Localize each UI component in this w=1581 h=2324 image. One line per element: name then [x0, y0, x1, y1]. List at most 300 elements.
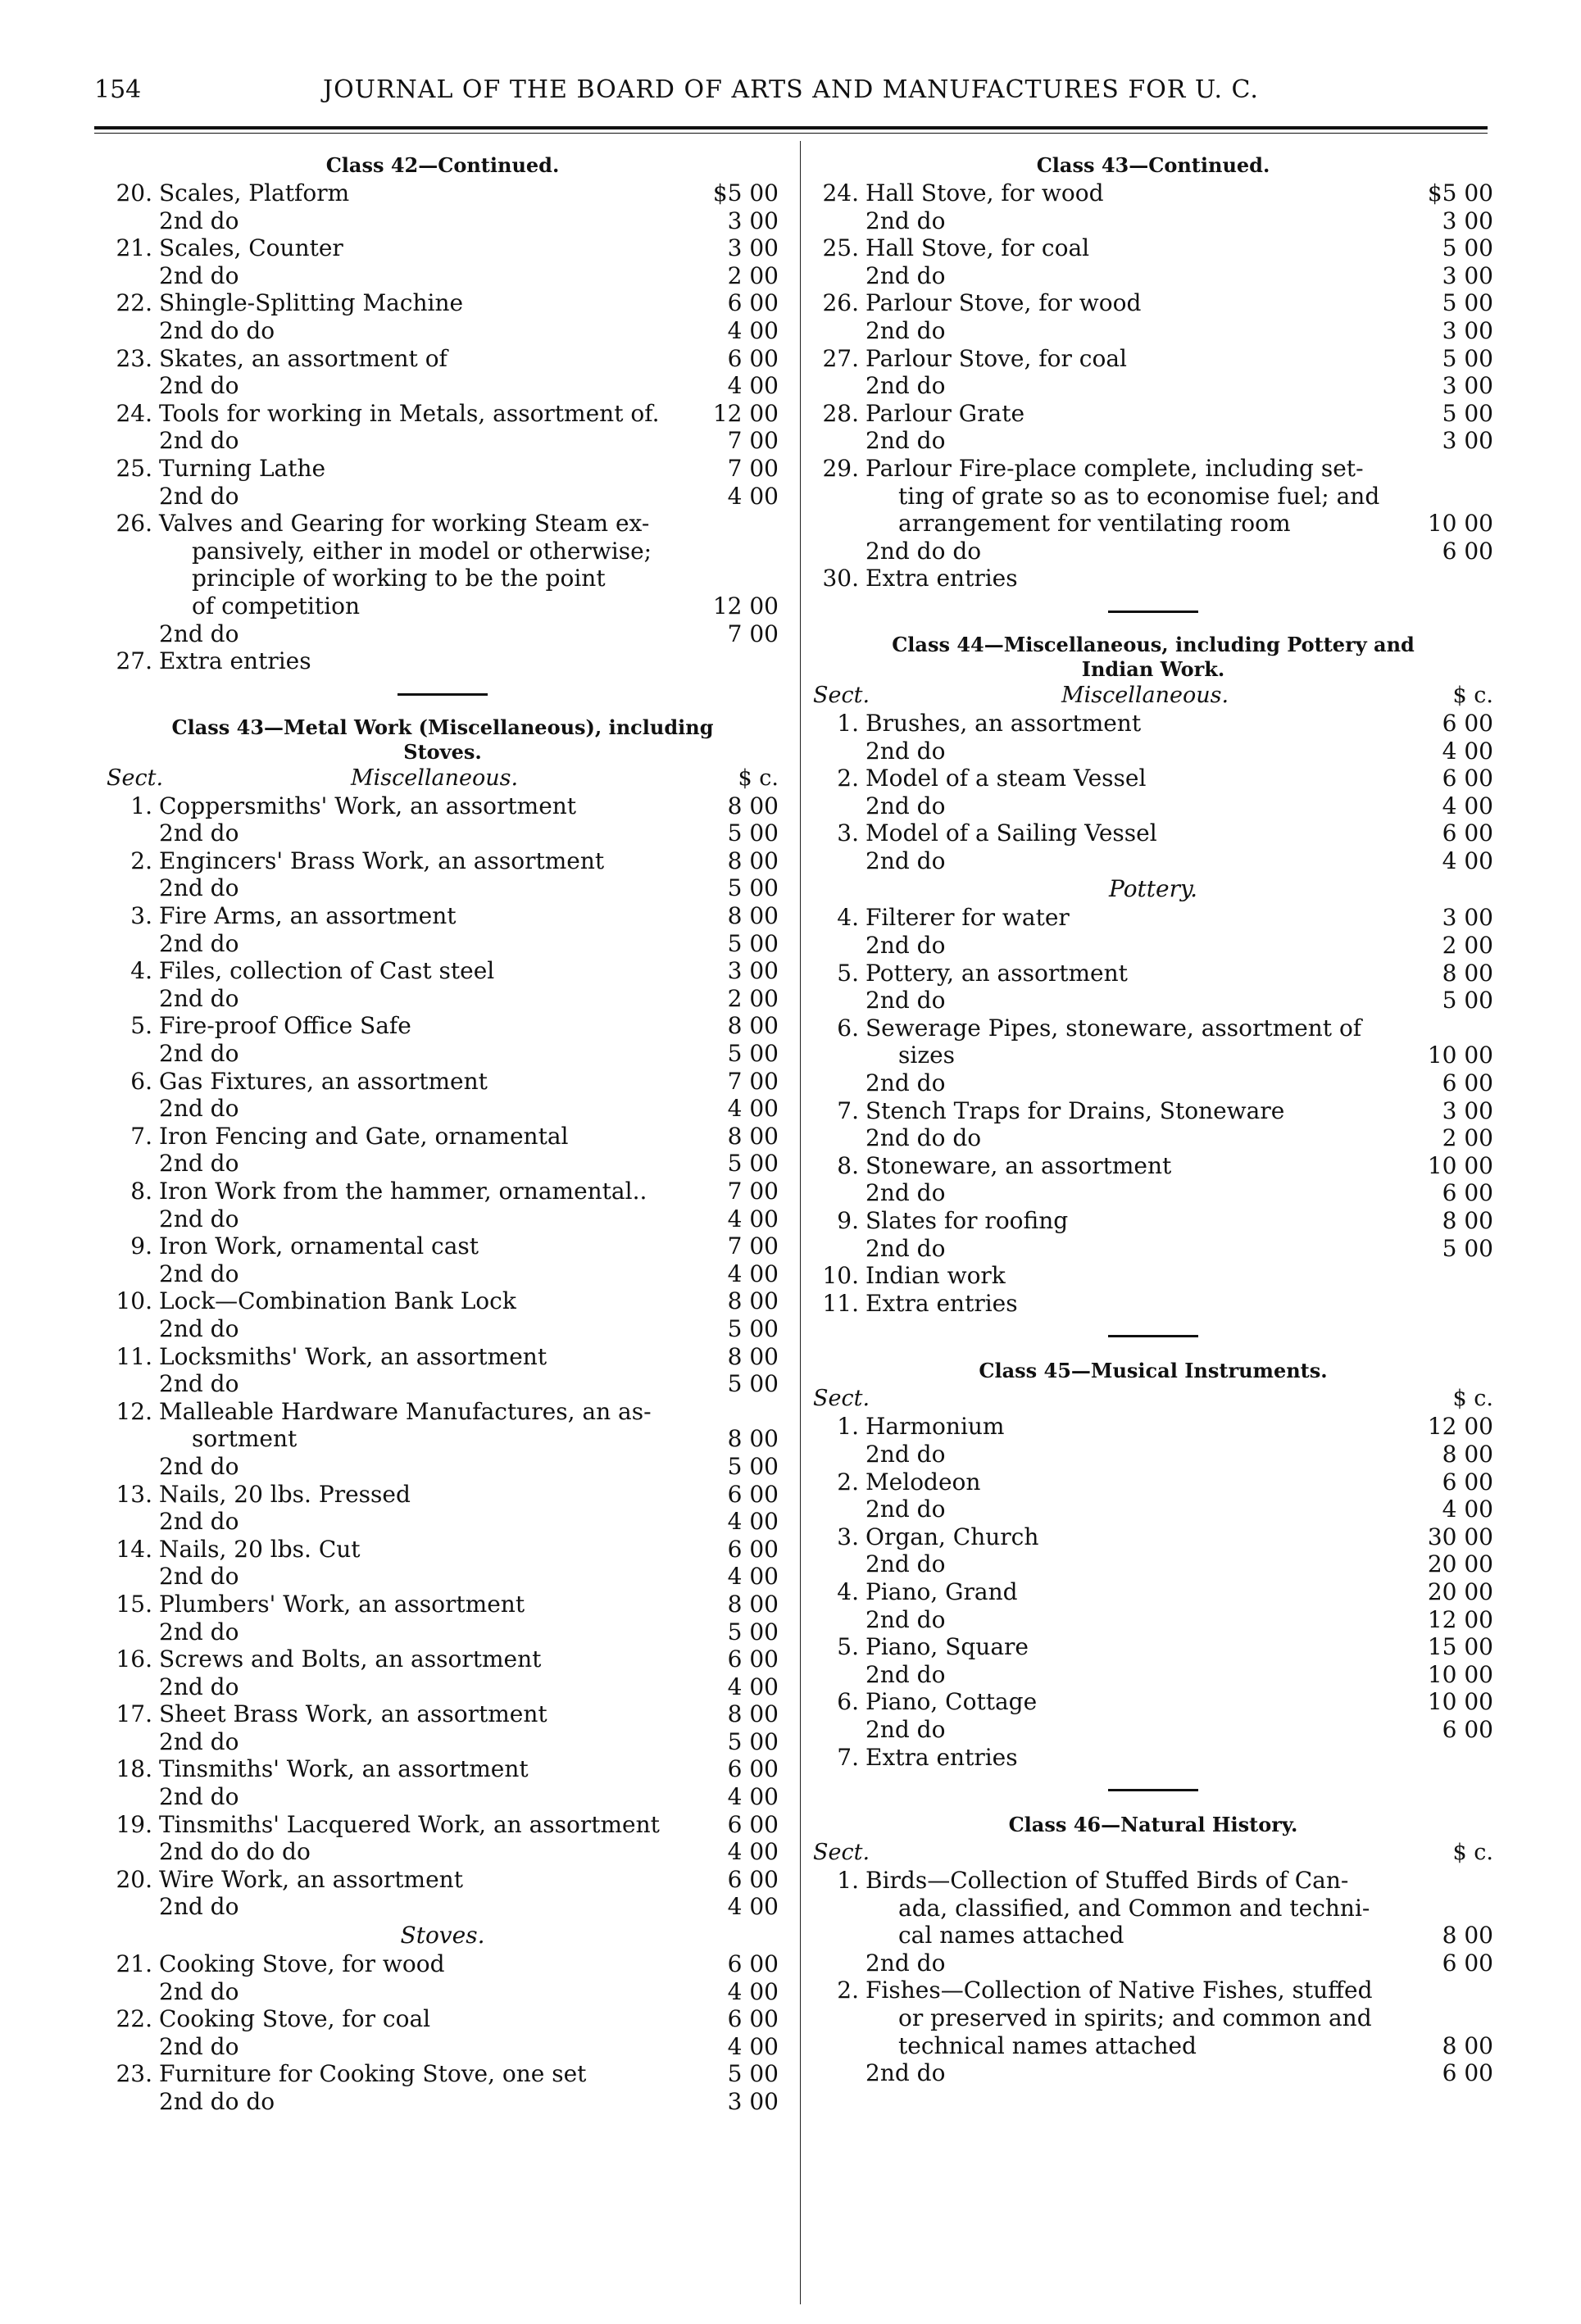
class-44-heading-line-2: Indian Work.: [1081, 656, 1225, 681]
item-amount: 4 00: [1442, 847, 1493, 874]
item-amount: 4 00: [1442, 1496, 1493, 1523]
item-number: [107, 262, 159, 290]
item-description: 2nd do do: [865, 1124, 982, 1152]
item-description: Scales, Platform: [159, 179, 350, 207]
item-amount: 10 00: [1427, 1042, 1493, 1069]
list-item: [107, 1755, 779, 1783]
item-amount: 10 00: [1427, 1660, 1493, 1688]
list-item: [107, 874, 779, 902]
item-amount: [1403, 1014, 1493, 1042]
list-item: [813, 345, 1493, 373]
section-divider: [1108, 611, 1198, 613]
item-description: Harmonium: [865, 1413, 1005, 1441]
item-amount: 6 00: [1442, 1949, 1493, 1977]
item-description: arrangement for ventilating room: [898, 510, 1291, 538]
list-item: [107, 1398, 779, 1426]
item-amount: 12 00: [712, 592, 779, 620]
item-description: 2nd do: [865, 427, 946, 455]
item-number: [107, 1618, 159, 1646]
item-amount: 6 00: [1442, 819, 1493, 847]
list-item: [813, 2032, 1493, 2060]
item-number: 5.: [837, 959, 859, 987]
item-description: Nails, 20 lbs. Pressed: [159, 1480, 411, 1508]
item-number: 7.: [837, 1096, 859, 1124]
item-description: Turning Lathe: [159, 454, 326, 482]
class-43-continued-heading: Class 43—Continued.: [1036, 153, 1270, 177]
item-description: Fire-proof Office Safe: [159, 1012, 411, 1040]
list-item: [107, 1700, 779, 1728]
list-item: [107, 1123, 779, 1151]
item-amount: 5 00: [727, 1150, 779, 1178]
list-item: [107, 565, 779, 592]
list-item: [107, 1811, 779, 1839]
list-item: [107, 1095, 779, 1123]
list-item: [107, 847, 779, 875]
item-amount: [688, 565, 779, 592]
item-amount: 6 00: [727, 1645, 779, 1673]
item-amount: 8 00: [727, 902, 779, 930]
item-amount: 3 00: [727, 234, 779, 262]
item-amount: 7 00: [727, 1067, 779, 1095]
item-description: ada, classified, and Common and techni-: [898, 1894, 1370, 1922]
item-description: 2nd do: [865, 1440, 946, 1468]
list-item: [813, 483, 1493, 511]
item-number: 22.: [116, 2005, 152, 2033]
item-amount: 4 00: [727, 1205, 779, 1232]
item-amount: 6 00: [727, 2005, 779, 2033]
item-amount: 4 00: [727, 482, 779, 510]
item-description: 2nd do: [865, 1605, 946, 1633]
list-item: [107, 1012, 779, 1040]
item-amount: 4 00: [727, 1838, 779, 1866]
item-description: sortment: [192, 1425, 298, 1453]
item-amount: 6 00: [1442, 1179, 1493, 1207]
item-amount: 4 00: [727, 1095, 779, 1123]
item-amount: 6 00: [1442, 537, 1493, 565]
item-number: 21.: [116, 234, 152, 262]
item-amount: 5 00: [1442, 399, 1493, 427]
item-amount: 7 00: [727, 427, 779, 455]
section-divider: [1108, 1335, 1198, 1337]
list-item: [107, 1068, 779, 1096]
list-item: [813, 234, 1493, 262]
item-description: Slates for roofing: [865, 1207, 1069, 1234]
item-amount: 3 00: [1442, 207, 1493, 234]
list-item: [813, 2004, 1493, 2032]
class-43-stoves-list: [107, 1950, 779, 2116]
item-number: [107, 372, 159, 400]
item-number: [107, 930, 159, 958]
item-amount: [688, 1398, 779, 1426]
item-amount: 5 00: [727, 1452, 779, 1480]
item-amount: 8 00: [727, 1122, 779, 1150]
item-number: [107, 1728, 159, 1756]
list-item: [813, 1950, 1493, 1977]
item-number: [107, 1425, 159, 1453]
item-description: Extra entries: [159, 647, 311, 675]
class-43-heading-line-2: Stoves.: [403, 739, 482, 764]
list-item: [107, 1178, 779, 1205]
item-description: Parlour Stove, for wood: [865, 289, 1142, 317]
item-amount: 5 00: [1442, 344, 1493, 372]
item-number: 26.: [822, 289, 859, 317]
list-item: [107, 400, 779, 428]
item-description: Indian work: [865, 1262, 1006, 1290]
item-description: 2nd do: [865, 207, 946, 234]
item-amount: 3 00: [1442, 261, 1493, 289]
left-column: [107, 152, 779, 2116]
item-description: Wire Work, an assortment: [159, 1865, 463, 1893]
list-item: [813, 510, 1493, 538]
item-number: 8.: [837, 1151, 859, 1179]
list-item: [813, 765, 1493, 792]
item-amount: $5 00: [1427, 179, 1493, 207]
list-item: [107, 455, 779, 483]
section-divider: [398, 693, 488, 696]
item-number: [813, 1235, 865, 1263]
item-amount: 5 00: [727, 1314, 779, 1342]
item-amount: [688, 510, 779, 538]
item-number: [107, 1040, 159, 1068]
item-description: 2nd do: [865, 792, 946, 819]
item-number: 9.: [130, 1232, 152, 1260]
item-description: 2nd do do: [865, 537, 982, 565]
item-number: [107, 2088, 159, 2116]
item-number: 18.: [116, 1755, 152, 1783]
item-description: Coppersmiths' Work, an assortment: [159, 792, 577, 819]
item-number: 12.: [116, 1397, 152, 1425]
list-item: [813, 372, 1493, 400]
item-description: Lock—Combination Bank Lock: [159, 1287, 516, 1315]
list-item: [107, 902, 779, 930]
item-amount: 2 00: [727, 261, 779, 289]
item-number: [107, 1315, 159, 1343]
list-item: [107, 1040, 779, 1068]
item-number: 25.: [116, 454, 152, 482]
item-amount: [1403, 565, 1493, 592]
list-item: [813, 1688, 1493, 1716]
list-item: [813, 2059, 1493, 2087]
item-amount: 8 00: [727, 1342, 779, 1370]
list-item: [107, 1425, 779, 1453]
item-description: Valves and Gearing for working Steam ex-: [159, 510, 650, 538]
item-description: 2nd do: [159, 1314, 239, 1342]
item-amount: 5 00: [727, 929, 779, 957]
item-number: [813, 932, 865, 960]
item-description: 2nd do: [159, 261, 239, 289]
item-description: 2nd do: [865, 1069, 946, 1097]
list-item: [107, 372, 779, 400]
list-item: [107, 1673, 779, 1701]
list-item: [107, 792, 779, 820]
list-item: [813, 207, 1493, 235]
list-item: [107, 345, 779, 373]
list-item: [813, 1633, 1493, 1661]
item-amount: 8 00: [727, 1700, 779, 1728]
item-description: Extra entries: [865, 1289, 1018, 1317]
item-number: 2.: [130, 847, 152, 874]
item-description: Piano, Cottage: [865, 1688, 1038, 1716]
list-item: [813, 1069, 1493, 1097]
list-item: [813, 1744, 1493, 1772]
list-item: [813, 1977, 1493, 2004]
item-description: 2nd do: [865, 261, 946, 289]
item-number: 28.: [822, 399, 859, 427]
list-item: [107, 483, 779, 511]
list-item: [107, 1950, 779, 1978]
item-number: 4.: [837, 1577, 859, 1605]
item-description: Organ, Church: [865, 1523, 1039, 1550]
list-item: [813, 1124, 1493, 1152]
item-description: ting of grate so as to economise fuel; and: [898, 482, 1380, 510]
item-amount: 2 00: [1442, 932, 1493, 960]
item-description: 2nd do: [159, 1727, 239, 1755]
item-description: Scales, Counter: [159, 234, 343, 262]
item-amount: [1403, 483, 1493, 511]
item-amount: 4 00: [727, 1893, 779, 1921]
list-item: [813, 317, 1493, 345]
item-amount: 5 00: [727, 1370, 779, 1398]
item-amount: [1403, 1262, 1493, 1290]
list-item: [813, 538, 1493, 565]
item-amount: 8 00: [727, 1287, 779, 1315]
item-amount: [1403, 455, 1493, 483]
item-amount: 8 00: [1442, 1922, 1493, 1950]
item-number: 4.: [837, 904, 859, 932]
item-number: 1.: [130, 792, 152, 819]
item-description: Tinsmiths' Work, an assortment: [159, 1755, 529, 1783]
item-description: Iron Work from the hammer, ornamental..: [159, 1178, 647, 1205]
list-item: [107, 985, 779, 1013]
item-number: [813, 1950, 865, 1977]
item-description: cal names attached: [898, 1922, 1124, 1950]
item-number: 8.: [130, 1178, 152, 1205]
list-item: [813, 932, 1493, 960]
item-amount: [1403, 1867, 1493, 1895]
list-item: [813, 1523, 1493, 1551]
list-item: [107, 2005, 779, 2033]
item-description: Sheet Brass Work, an assortment: [159, 1700, 547, 1728]
item-amount: 6 00: [727, 1865, 779, 1893]
item-amount: 2 00: [1442, 1124, 1493, 1152]
class-43-miscellaneous-list: [107, 792, 779, 1921]
item-number: [107, 1095, 159, 1123]
list-item: [813, 1922, 1493, 1950]
item-description: Pottery, an assortment: [865, 959, 1128, 987]
list-item: [813, 565, 1493, 592]
sect-label: Sect.: [813, 682, 870, 708]
list-item: [107, 289, 779, 317]
item-description: Model of a steam Vessel: [865, 765, 1147, 792]
item-number: 6.: [837, 1688, 859, 1716]
item-number: [107, 1260, 159, 1288]
item-amount: 12 00: [1427, 1413, 1493, 1441]
list-item: [107, 957, 779, 985]
item-description: 2nd do: [865, 987, 946, 1014]
item-description: Piano, Grand: [865, 1577, 1018, 1605]
item-description: Screws and Bolts, an assortment: [159, 1645, 542, 1673]
item-number: [813, 1042, 865, 1069]
item-number: [107, 317, 159, 345]
list-item: [813, 1895, 1493, 1922]
item-description: 2nd do: [159, 1618, 239, 1645]
page-header: [94, 75, 1488, 115]
item-number: [107, 427, 159, 455]
item-amount: 15 00: [1427, 1633, 1493, 1661]
item-number: 6.: [130, 1067, 152, 1095]
list-item: [107, 2033, 779, 2061]
item-amount: 8 00: [727, 1012, 779, 1040]
item-description: or preserved in spirits; and common and: [898, 2004, 1372, 2032]
item-amount: 4 00: [727, 1563, 779, 1591]
list-item: [107, 1260, 779, 1288]
list-item: [813, 1716, 1493, 1744]
list-item: [813, 400, 1493, 428]
list-item: [107, 1481, 779, 1509]
list-item: [813, 987, 1493, 1014]
item-number: [107, 1838, 159, 1866]
list-item: [813, 1468, 1493, 1496]
list-item: [107, 819, 779, 847]
item-number: [813, 1550, 865, 1578]
list-item: [107, 1591, 779, 1618]
class-45-heading: Class 45—Musical Instruments.: [979, 1359, 1328, 1383]
list-item: [813, 262, 1493, 290]
item-amount: 5 00: [727, 874, 779, 902]
item-amount: 6 00: [1442, 709, 1493, 737]
item-amount: [1403, 1290, 1493, 1318]
item-number: [107, 592, 159, 620]
item-amount: 8 00: [1442, 2031, 1493, 2059]
item-description: 2nd do: [159, 1977, 239, 2005]
item-number: [107, 1205, 159, 1233]
item-amount: 3 00: [727, 957, 779, 985]
item-amount: 4 00: [727, 1508, 779, 1536]
item-description: Parlour Grate: [865, 399, 1025, 427]
item-description: Stench Traps for Drains, Stoneware: [865, 1096, 1285, 1124]
item-number: [107, 985, 159, 1013]
item-number: 1.: [837, 1867, 859, 1895]
stoves-heading: Stoves.: [400, 1922, 485, 1950]
item-description: 2nd do: [159, 1260, 239, 1287]
item-amount: 8 00: [727, 792, 779, 819]
list-item: [107, 1618, 779, 1646]
item-number: 23.: [116, 344, 152, 372]
item-amount: 8 00: [1442, 1440, 1493, 1468]
item-amount: 3 00: [1442, 372, 1493, 400]
class-44-heading-line-1: Class 44—Miscellaneous, including Pottery and: [892, 632, 1415, 656]
amount-label: $ c.: [1452, 1840, 1493, 1866]
item-amount: 5 00: [727, 2060, 779, 2088]
item-description: 2nd do: [865, 1234, 946, 1262]
item-description: Extra entries: [865, 1743, 1018, 1771]
item-amount: 12 00: [712, 399, 779, 427]
list-item: [107, 1205, 779, 1233]
item-description: 2nd do: [159, 929, 239, 957]
item-description: Extra entries: [865, 565, 1018, 592]
item-number: [813, 317, 865, 345]
list-item: [107, 538, 779, 565]
column-divider: [800, 141, 801, 2304]
list-item: [107, 1838, 779, 1866]
item-description: 2nd do: [159, 1893, 239, 1921]
item-number: 20.: [116, 179, 152, 207]
list-item: [813, 1152, 1493, 1180]
item-description: 2nd do: [159, 2032, 239, 2060]
item-number: [107, 1893, 159, 1921]
item-amount: 3 00: [727, 207, 779, 234]
item-number: [813, 2032, 865, 2060]
class-43-continued-list: [813, 179, 1493, 592]
item-description: Locksmiths' Work, an assortment: [159, 1342, 547, 1370]
list-item: [813, 960, 1493, 987]
list-item: [813, 1578, 1493, 1606]
item-description: 2nd do: [159, 207, 239, 234]
item-number: [813, 483, 865, 511]
item-description: 2nd do: [865, 1660, 946, 1688]
item-amount: 4 00: [1442, 792, 1493, 819]
item-number: [813, 1922, 865, 1950]
pottery-heading: Pottery.: [1108, 875, 1198, 903]
item-description: Shingle-Splitting Machine: [159, 289, 464, 317]
running-title: JOURNAL OF THE BOARD OF ARTS AND MANUFACTURES FOR U. C.: [323, 75, 1259, 104]
list-item: [813, 179, 1493, 207]
item-description: 2nd do: [159, 1783, 239, 1811]
item-amount: 4 00: [727, 316, 779, 344]
list-item: [813, 904, 1493, 932]
item-number: [813, 792, 865, 820]
item-number: [107, 207, 159, 235]
list-item: [813, 1290, 1493, 1318]
list-item: [107, 1645, 779, 1673]
item-description: 2nd do: [865, 932, 946, 960]
item-description: 2nd do: [865, 847, 946, 874]
item-amount: 5 00: [727, 819, 779, 847]
item-amount: 10 00: [1427, 510, 1493, 538]
item-amount: 5 00: [1442, 234, 1493, 262]
page-number: 154: [94, 75, 142, 104]
item-number: [107, 1508, 159, 1536]
item-amount: 4 00: [727, 372, 779, 400]
list-item: [813, 1179, 1493, 1207]
item-description: 2nd do: [159, 984, 239, 1012]
item-description: 2nd do: [159, 482, 239, 510]
list-item: [813, 455, 1493, 483]
class-46-list: [813, 1867, 1493, 2087]
item-description: 2nd do: [865, 1550, 946, 1578]
item-amount: 3 00: [1442, 904, 1493, 932]
list-item: [107, 1315, 779, 1343]
item-description: Gas Fixtures, an assortment: [159, 1067, 488, 1095]
list-item: [107, 1343, 779, 1371]
item-description: 2nd do: [159, 1370, 239, 1398]
list-item: [107, 1150, 779, 1178]
list-item: [107, 1370, 779, 1398]
amount-label: $ c.: [1452, 682, 1493, 708]
item-amount: 6 00: [727, 1535, 779, 1563]
item-description: 2nd do do: [159, 2088, 275, 2115]
class-44-pottery-list: [813, 904, 1493, 1317]
item-amount: 10 00: [1427, 1151, 1493, 1179]
item-description: 2nd do: [865, 316, 946, 344]
item-description: Birds—Collection of Stuffed Birds of Can-: [865, 1867, 1349, 1895]
item-amount: 4 00: [727, 1673, 779, 1700]
item-number: [813, 738, 865, 765]
item-amount: 5 00: [1442, 987, 1493, 1014]
list-item: [107, 1453, 779, 1481]
item-description: 2nd do do: [159, 316, 275, 344]
list-item: [107, 179, 779, 207]
